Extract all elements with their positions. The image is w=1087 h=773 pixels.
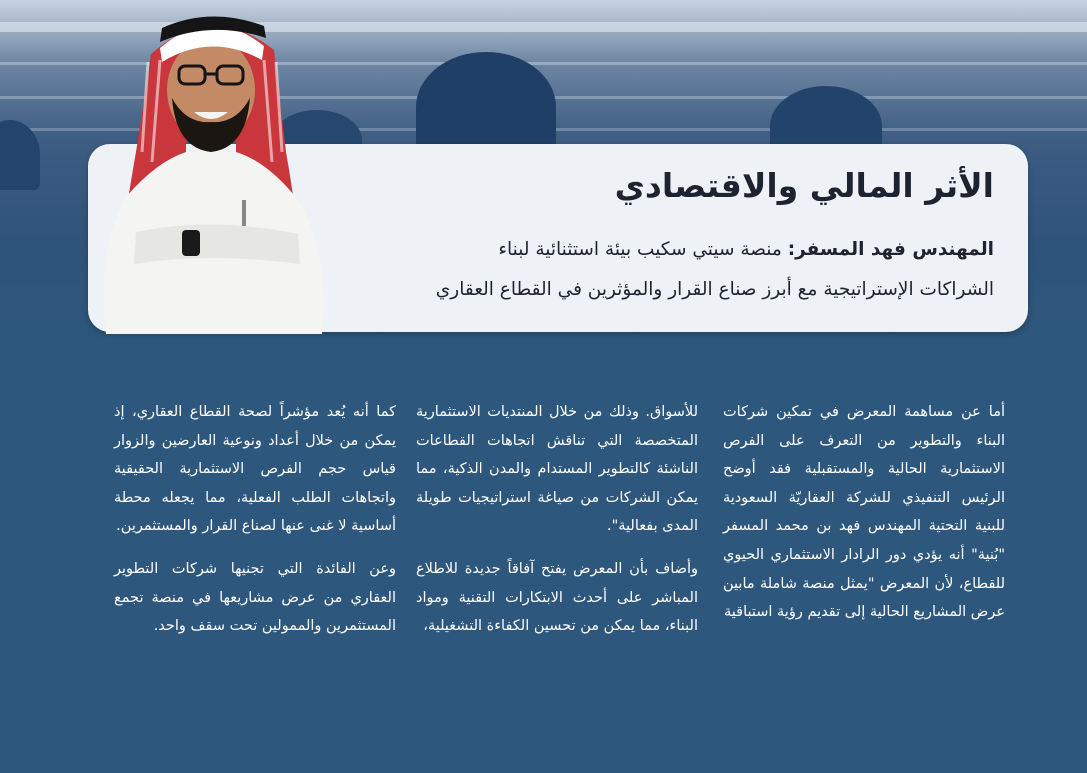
person-photo [86, 2, 336, 334]
subtitle-line1: منصة سيتي سكيب بيئة استثنائية لبناء [498, 239, 782, 260]
article-column-3 [114, 398, 396, 655]
subtitle [314, 230, 994, 310]
article-paragraph: وأضاف بأن المعرض يفتح آفاقاً جديدة للاطلاع المباشر على أحدث الابتكارات التقنية ومواد البناء، مما يمكن من تحسين الكفاءة التشغيلية، [416, 560, 698, 635]
article-paragraph: كما أنه يُعد مؤشراً لصحة القطاع العقاري، إذ يمكن من خلال أعداد ونوعية العارضين والزوار قياس حجم الفرص الاستثمارية الحقيقية واتجاهات الطلب الفعلية، مما يجعله محطة أساسية لا غنى عنها لصناع القرار والمستثمرين. [114, 404, 396, 535]
subtitle-line2: الشراكات الإستراتيجية مع أبرز صناع القرار والمؤثرين في القطاع العقاري [435, 279, 994, 300]
article-paragraph: للأسواق. وذلك من خلال المنتديات الاستثمارية المتخصصة التي تناقش اتجاهات القطاعات الناشئة كالتطوير المستدام والمدن الذكية، مما يمكن الشركات من صياغة استراتيجيات طويلة المدى بفعالية". [416, 404, 698, 535]
article-column-1 [723, 398, 1005, 641]
article-paragraph: أما عن مساهمة المعرض في تمكين شركات البناء والتطوير من التعرف على الفرص الاستثمارية الحالية والمستقبلية فقد أوضح الرئيس التنفيذي للشركة العقاريّة السعودية للبنية التحتية المهندس فهد بن محمد المسفر "بُنية" أنه يؤدي دور الرادار الاستثماري الحيوي للقطاع، لأن المعرض "يمثل منصة شاملة مابين عرض المشاريع الحالية إلى تقديم رؤية استباقية [723, 404, 1005, 621]
subtitle-name: المهندس فهد المسفر: [787, 239, 994, 260]
article-column-2 [416, 398, 698, 655]
pocket-pen [242, 200, 246, 226]
page-title: الأثر المالي والاقتصادي [614, 166, 994, 205]
wristwatch [182, 230, 200, 256]
article-paragraph: وعن الفائدة التي تجنيها شركات التطوير العقاري من عرض مشاريعها في منصة تجمع المستثمرين والممولين تحت سقف واحد. [114, 560, 396, 635]
